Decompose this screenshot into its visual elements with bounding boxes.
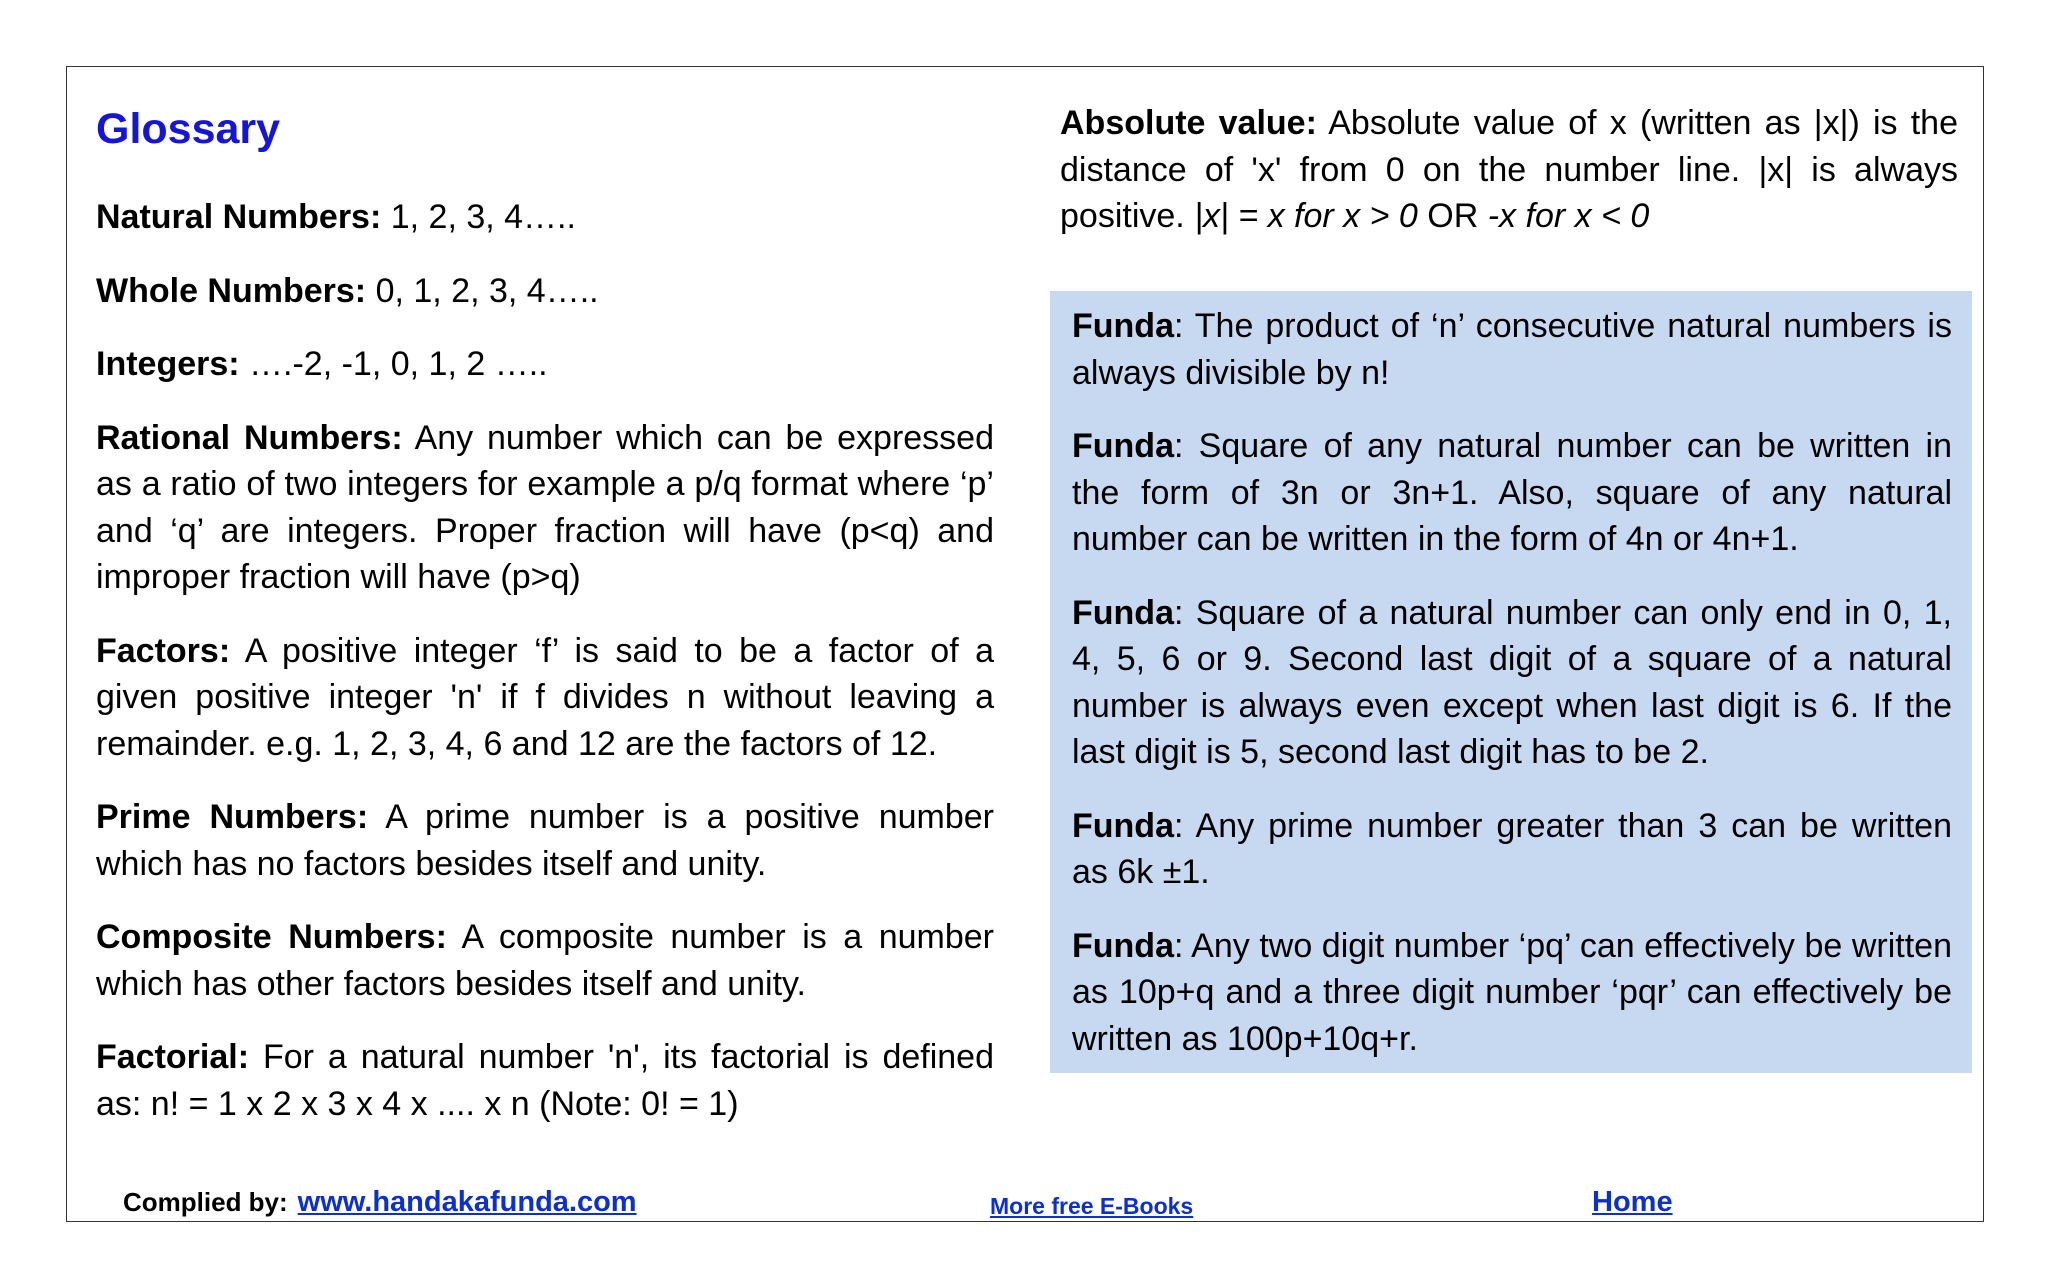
funda-item bbox=[1072, 423, 1952, 563]
funda-text: : Square of a natural number can only end in 0, 1, 4, 5, 6 or 9. Second last digit of a square of a natural number is always even except when last digit is 6. If the last digit is 5, second last digit has to be 2. bbox=[1072, 593, 1952, 771]
entry-factorial bbox=[96, 1034, 994, 1127]
footer-more-ebooks bbox=[990, 1193, 1193, 1220]
term: Absolute value: bbox=[1060, 104, 1317, 142]
entry-rational-numbers bbox=[96, 415, 994, 601]
definition: A prime number is a positive number which has no factors besides itself and unity. bbox=[96, 798, 994, 883]
footer-compiled-by bbox=[123, 1186, 637, 1219]
funda-label: Funda bbox=[1072, 593, 1174, 632]
funda-text: : The product of ‘n’ consecutive natural numbers is always divisible by n! bbox=[1072, 307, 1952, 392]
term: Prime Numbers: bbox=[96, 798, 369, 836]
more-ebooks-link[interactable]: More free E-Books bbox=[990, 1193, 1194, 1219]
formula: -x for x < 0 bbox=[1487, 197, 1650, 235]
funda-item bbox=[1072, 923, 1952, 1063]
entry-absolute-value bbox=[1060, 100, 1958, 240]
term: Composite Numbers: bbox=[96, 918, 447, 956]
funda-box bbox=[1050, 291, 1972, 1073]
definition: Absolute value of x (written as |x|) is the distance of 'x' from 0 on the number line. |x| is always positive. bbox=[1060, 104, 1958, 235]
home-link[interactable]: Home bbox=[1592, 1186, 1673, 1218]
formula: |x| = x for x > 0 bbox=[1194, 197, 1418, 235]
entry-integers bbox=[96, 341, 994, 388]
term: Whole Numbers: bbox=[96, 271, 367, 310]
funda-label: Funda bbox=[1072, 307, 1174, 345]
page-title: Glossary bbox=[96, 105, 281, 153]
definition: A positive integer ‘f’ is said to be a factor of a given positive integer 'n' if f divides n without leaving a remainder. e.g. 1, 2, 3, 4, 6 and 12 are the factors of 12. bbox=[96, 631, 994, 763]
definition: Any number which can be expressed as a ratio of two integers for example a p/q format where ‘p’ and ‘q’ are integers. Proper fraction will have (p<q) and improper fraction will have (p>q) bbox=[96, 418, 994, 596]
definition: ….-2, -1, 0, 1, 2 ….. bbox=[239, 345, 548, 383]
funda-text: : Any two digit number ‘pq’ can effectively be written as 10p+q and a three digit number ‘pqr’ can effectively be written as 100p+10q+r. bbox=[1072, 926, 1952, 1058]
funda-label: Funda bbox=[1072, 806, 1174, 845]
entry-whole-numbers bbox=[96, 268, 994, 315]
entry-factors bbox=[96, 628, 994, 768]
term: Natural Numbers: bbox=[96, 198, 382, 236]
glossary-column bbox=[96, 100, 994, 1154]
funda-label: Funda bbox=[1072, 427, 1174, 465]
term: Factorial: bbox=[96, 1038, 250, 1076]
funda-text: : Square of any natural number can be written in the form of 3n or 3n+1. Also, square of any natural number can be written in the form of 4n or 4n+1. bbox=[1072, 427, 1952, 558]
funda-item bbox=[1072, 803, 1952, 896]
definition: For a natural number 'n', its factorial is defined as: n! = 1 x 2 x 3 x 4 x .... x n (Note: 0! = 1) bbox=[96, 1038, 994, 1123]
entry-natural-numbers bbox=[96, 194, 994, 241]
entry-prime-numbers bbox=[96, 794, 994, 887]
footer-home bbox=[1592, 1186, 1673, 1219]
funda-item bbox=[1072, 590, 1952, 776]
term: Factors: bbox=[96, 631, 231, 670]
term: Integers: bbox=[96, 345, 240, 383]
term: Rational Numbers: bbox=[96, 418, 403, 457]
absolute-value-section bbox=[1060, 100, 1958, 240]
website-link[interactable]: www.handakafunda.com bbox=[297, 1186, 637, 1218]
entry-composite-numbers bbox=[96, 914, 994, 1007]
funda-text: : Any prime number greater than 3 can be written as 6k ±1. bbox=[1072, 806, 1952, 891]
funda-item bbox=[1072, 303, 1952, 396]
definition: A composite number is a number which has other factors besides itself and unity. bbox=[96, 918, 994, 1003]
compiled-label: Complied by: bbox=[123, 1187, 288, 1217]
or-text: OR bbox=[1417, 197, 1488, 235]
definition: 0, 1, 2, 3, 4….. bbox=[366, 271, 599, 310]
funda-label: Funda bbox=[1072, 926, 1174, 965]
definition: 1, 2, 3, 4….. bbox=[381, 198, 576, 236]
